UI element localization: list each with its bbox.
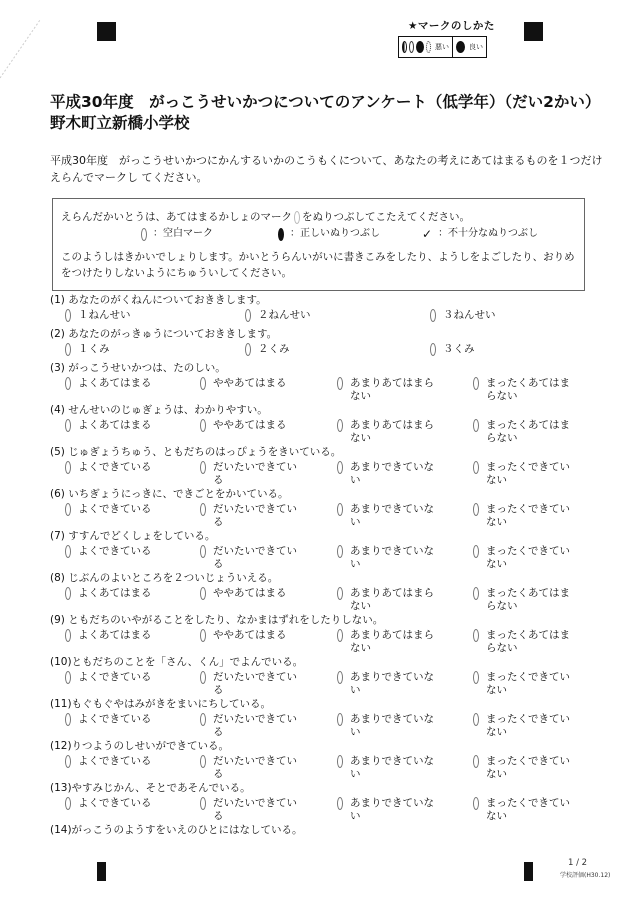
question-7 [50, 529, 610, 571]
answer-bubble-icon[interactable] [337, 503, 343, 516]
answer-label: まったくできていない [486, 755, 570, 780]
answer-option[interactable] [337, 713, 434, 739]
answer-bubble-icon[interactable] [337, 377, 343, 390]
answer-option[interactable] [65, 755, 162, 768]
answer-option[interactable] [200, 419, 297, 432]
question-5 [50, 445, 610, 487]
answer-options [50, 459, 610, 487]
answer-bubble-icon[interactable] [473, 503, 479, 516]
answer-label: ３くみ [443, 343, 475, 355]
answer-option[interactable] [200, 797, 297, 823]
registration-mark-top-left [97, 22, 116, 41]
answer-label: だいたいできている [213, 545, 297, 570]
answer-option[interactable] [337, 755, 434, 781]
question-3 [50, 361, 610, 403]
answer-option[interactable] [337, 629, 434, 655]
answer-bubble-icon[interactable] [473, 461, 479, 474]
answer-bubble-icon[interactable] [200, 419, 206, 432]
check-mark-icon: ✓ [422, 227, 433, 241]
answer-label: ２ねんせい [258, 309, 311, 321]
answer-bubble-icon[interactable] [337, 545, 343, 558]
answer-option[interactable] [473, 545, 570, 571]
answer-label: １くみ [78, 343, 110, 355]
question-1 [50, 293, 610, 327]
question-text: (14)がっこうのようすをいえのひとにはなしている。 [50, 824, 303, 836]
answer-bubble-icon[interactable] [200, 545, 206, 558]
answer-bubble-icon[interactable] [65, 419, 71, 432]
form-code: 学校評価(H30.12) [560, 872, 611, 879]
answer-option[interactable] [430, 309, 583, 322]
answer-label: まったくあてはまらない [486, 629, 570, 654]
question-11 [50, 697, 610, 739]
answer-bubble-icon[interactable] [245, 343, 251, 356]
registration-mark-top-right [524, 22, 543, 41]
answer-options [50, 753, 610, 781]
answer-label: だいたいできている [213, 461, 297, 486]
answer-label: よくできている [78, 461, 152, 473]
fold-line [0, 0, 60, 80]
answer-option[interactable] [245, 309, 398, 322]
answer-option[interactable] [337, 587, 434, 613]
answer-label: まったくあてはまらない [486, 419, 570, 444]
instructions-line-3: このようしはきかいでしょりします。かいとうらんいがいに書きこみをしたり、ようしをよごしたり、おりめをつけたりしないようにちゅういしてください。 [61, 251, 575, 279]
answer-option[interactable] [65, 461, 162, 474]
good-label: 良い [469, 43, 483, 51]
answer-bubble-icon[interactable] [200, 377, 206, 390]
answer-label: まったくできていない [486, 503, 570, 528]
legend-title: ★マークのしかた [408, 20, 495, 32]
example-insufficient: ✓ ：不十分なぬりつぶし [422, 227, 539, 241]
answer-label: だいたいできている [213, 503, 297, 528]
answer-label: ややあてはまる [213, 629, 287, 641]
answer-option[interactable] [200, 461, 297, 487]
answer-bubble-icon[interactable] [65, 343, 71, 356]
question-text: (13)やすみじかん、そとであそんでいる。 [50, 782, 251, 794]
answer-bubble-icon[interactable] [200, 671, 206, 684]
answer-bubble-icon[interactable] [65, 797, 71, 810]
answer-label: まったくできていない [486, 797, 570, 822]
answer-bubble-icon[interactable] [200, 797, 206, 810]
answer-option[interactable] [337, 377, 434, 403]
answer-options [50, 375, 610, 403]
answer-label: まったくできていない [486, 461, 570, 486]
bad-mark-dotted-icon [426, 41, 431, 53]
answer-options [50, 307, 610, 327]
answer-label: まったくあてはまらない [486, 587, 570, 612]
question-text: (10)ともだちのことを「さん、くん」でよんでいる。 [50, 656, 304, 668]
answer-option[interactable] [200, 545, 297, 571]
blank-mark-icon [141, 228, 147, 241]
answer-label: あまりできていない [350, 797, 434, 822]
answer-option[interactable] [473, 713, 570, 739]
answer-options [50, 417, 610, 445]
answer-bubble-icon[interactable] [200, 461, 206, 474]
page-title: 平成30年度 がっこうせいかつについてのアンケート（低学年）（だい2かい） 野木町立新橋小学校 [50, 93, 624, 132]
answer-bubble-icon[interactable] [200, 587, 206, 600]
answer-option[interactable] [473, 755, 570, 781]
answer-bubble-icon[interactable] [65, 377, 71, 390]
answer-label: よくできている [78, 713, 152, 725]
answer-bubble-icon[interactable] [65, 671, 71, 684]
answer-option[interactable] [200, 671, 297, 697]
answer-label: あまりできていない [350, 671, 434, 696]
answer-bubble-icon[interactable] [65, 309, 71, 322]
answer-label: ややあてはまる [213, 377, 287, 389]
answer-label: よくできている [78, 671, 152, 683]
answer-options [50, 341, 610, 361]
correct-mark-icon [278, 228, 284, 241]
question-8 [50, 571, 610, 613]
answer-bubble-icon[interactable] [65, 587, 71, 600]
answer-options [50, 669, 610, 697]
answer-option[interactable] [337, 461, 434, 487]
answer-bubble-icon[interactable] [337, 629, 343, 642]
sample-bubble-icon [294, 211, 300, 224]
answer-bubble-icon[interactable] [473, 629, 479, 642]
marking-legend [398, 18, 518, 58]
answer-options [50, 501, 610, 529]
answer-label: だいたいできている [213, 671, 297, 696]
answer-option[interactable] [65, 545, 162, 558]
good-example [453, 36, 487, 58]
answer-label: だいたいできている [213, 713, 297, 738]
answer-bubble-icon[interactable] [337, 755, 343, 768]
answer-option[interactable] [473, 377, 570, 403]
page-number: 1 / 2 [568, 858, 588, 868]
answer-label: あまりあてはまらない [350, 377, 434, 402]
answer-label: よくできている [78, 503, 152, 515]
answer-option[interactable] [473, 671, 570, 697]
answer-bubble-icon[interactable] [65, 629, 71, 642]
question-text: (4) せんせいのじゅぎょうは、わかりやすい。 [50, 404, 268, 416]
example-correct: ：正しいぬりつぶし [278, 226, 380, 242]
answer-option[interactable] [473, 461, 570, 487]
answer-option[interactable] [200, 587, 297, 600]
answer-bubble-icon[interactable] [473, 797, 479, 810]
answer-label: よくあてはまる [78, 377, 152, 389]
answer-label: よくできている [78, 545, 152, 557]
question-text: (6) いちぎょうにっきに、できごとをかいている。 [50, 488, 289, 500]
answer-option[interactable] [473, 629, 570, 655]
question-9 [50, 613, 610, 655]
answer-bubble-icon[interactable] [65, 713, 71, 726]
answer-bubble-icon[interactable] [473, 713, 479, 726]
answer-option[interactable] [473, 503, 570, 529]
answer-bubble-icon[interactable] [200, 755, 206, 768]
answer-label: あまりできていない [350, 503, 434, 528]
answer-label: まったくできていない [486, 545, 570, 570]
answer-bubble-icon[interactable] [337, 419, 343, 432]
answer-bubble-icon[interactable] [200, 503, 206, 516]
question-6 [50, 487, 610, 529]
answer-label: まったくあてはまらない [486, 377, 570, 402]
answer-options [50, 543, 610, 571]
answer-bubble-icon[interactable] [473, 671, 479, 684]
answer-label: まったくできていない [486, 713, 570, 738]
intro-text: 平成30年度 がっこうせいかつにかんするいかのこうもくについて、あなたの考えにあてはまるものを１つだけえらんでマークし てください。 [50, 154, 603, 184]
question-text: (12)りつようのしせいができている。 [50, 740, 230, 752]
answer-bubble-icon[interactable] [337, 461, 343, 474]
answer-option[interactable] [473, 419, 570, 445]
answer-options [50, 795, 610, 823]
answer-option[interactable] [65, 797, 162, 810]
answer-option[interactable] [65, 503, 162, 516]
answer-bubble-icon[interactable] [337, 713, 343, 726]
answer-label: ややあてはまる [213, 587, 287, 599]
answer-bubble-icon[interactable] [473, 545, 479, 558]
registration-mark-bottom-left [97, 862, 106, 881]
answer-bubble-icon[interactable] [65, 503, 71, 516]
answer-option[interactable] [65, 587, 162, 600]
question-text: (11)もぐもぐやはみがきをまいにちしている。 [50, 698, 272, 710]
answer-label: ややあてはまる [213, 419, 287, 431]
question-text: (2) あなたのがっきゅうについておききします。 [50, 328, 278, 340]
answer-label: よくあてはまる [78, 587, 152, 599]
answer-label: ３ねんせい [443, 309, 496, 321]
answer-bubble-icon[interactable] [430, 309, 436, 322]
answer-option[interactable] [65, 671, 162, 684]
question-14 [50, 823, 610, 837]
bad-mark-check-icon [409, 41, 414, 53]
question-12 [50, 739, 610, 781]
registration-mark-bottom-right [524, 862, 533, 881]
answer-bubble-icon[interactable] [65, 545, 71, 558]
answer-bubble-icon[interactable] [430, 343, 436, 356]
answer-label: あまりできていない [350, 713, 434, 738]
bad-mark-partial-icon [402, 41, 407, 53]
answer-label: まったくできていない [486, 671, 570, 696]
answer-bubble-icon[interactable] [473, 755, 479, 768]
answer-bubble-icon[interactable] [200, 713, 206, 726]
answer-options [50, 711, 610, 739]
answer-option[interactable] [200, 755, 297, 781]
question-text: (3) がっこうせいかつは、たのしい。 [50, 362, 226, 374]
answer-label: ２くみ [258, 343, 290, 355]
answer-bubble-icon[interactable] [337, 797, 343, 810]
answer-option[interactable] [473, 587, 570, 613]
answer-bubble-icon[interactable] [65, 755, 71, 768]
answer-label: あまりあてはまらない [350, 419, 434, 444]
answer-bubble-icon[interactable] [473, 419, 479, 432]
bad-mark-overfill-icon [416, 41, 424, 53]
mark-examples [61, 225, 576, 243]
answer-label: よくできている [78, 755, 152, 767]
bad-label: 悪い [435, 43, 449, 51]
question-text: (8) じぶんのよいところを２ついじょういえる。 [50, 572, 279, 584]
answer-option[interactable] [473, 797, 570, 823]
answer-option[interactable] [65, 629, 162, 642]
answer-options [50, 585, 610, 613]
question-list [50, 293, 610, 837]
question-10 [50, 655, 610, 697]
question-2 [50, 327, 610, 361]
answer-option[interactable] [200, 503, 297, 529]
question-text: (9) ともだちのいやがることをしたり、なかまはずれをしたりしない。 [50, 614, 384, 626]
answer-option[interactable] [65, 309, 218, 322]
answer-bubble-icon[interactable] [337, 587, 343, 600]
question-4 [50, 403, 610, 445]
instructions-line-1: えらんだかいとうは、あてはまるかしょのマーク をぬりつぶしてこたえてください。 [61, 211, 470, 223]
answer-label: だいたいできている [213, 755, 297, 780]
answer-option[interactable] [430, 343, 583, 356]
answer-label: だいたいできている [213, 797, 297, 822]
answer-bubble-icon[interactable] [337, 671, 343, 684]
answer-bubble-icon[interactable] [200, 629, 206, 642]
answer-option[interactable] [200, 377, 297, 390]
question-13 [50, 781, 610, 823]
answer-option[interactable] [65, 343, 218, 356]
answer-bubble-icon[interactable] [473, 377, 479, 390]
answer-option[interactable] [200, 629, 297, 642]
bad-examples [398, 36, 453, 58]
answer-option[interactable] [65, 713, 162, 726]
question-text: (5) じゅぎょうちゅう、ともだちのはっぴょうをきいている。 [50, 446, 342, 458]
question-text: (1) あなたのがくねんについておききします。 [50, 294, 267, 306]
answer-option[interactable] [200, 713, 297, 739]
answer-bubble-icon[interactable] [65, 461, 71, 474]
answer-bubble-icon[interactable] [245, 309, 251, 322]
example-blank: ：空白マーク [141, 226, 213, 242]
answer-option[interactable] [65, 377, 162, 390]
answer-label: あまりあてはまらない [350, 629, 434, 654]
answer-label: よくできている [78, 797, 152, 809]
answer-option[interactable] [65, 419, 162, 432]
answer-label: よくあてはまる [78, 629, 152, 641]
answer-option[interactable] [337, 545, 434, 571]
answer-label: １ねんせい [78, 309, 131, 321]
answer-option[interactable] [337, 797, 434, 823]
answer-label: あまりできていない [350, 461, 434, 486]
answer-options [50, 627, 610, 655]
answer-label: よくあてはまる [78, 419, 152, 431]
answer-label: あまりできていない [350, 545, 434, 570]
answer-option[interactable] [337, 419, 434, 445]
answer-option[interactable] [337, 671, 434, 697]
answer-label: あまりあてはまらない [350, 587, 434, 612]
question-text: (7) すすんでどくしょをしている。 [50, 530, 216, 542]
answer-option[interactable] [337, 503, 434, 529]
answer-bubble-icon[interactable] [473, 587, 479, 600]
answer-option[interactable] [245, 343, 398, 356]
instructions-box [52, 198, 585, 291]
answer-label: あまりできていない [350, 755, 434, 780]
good-mark-icon [456, 41, 465, 53]
